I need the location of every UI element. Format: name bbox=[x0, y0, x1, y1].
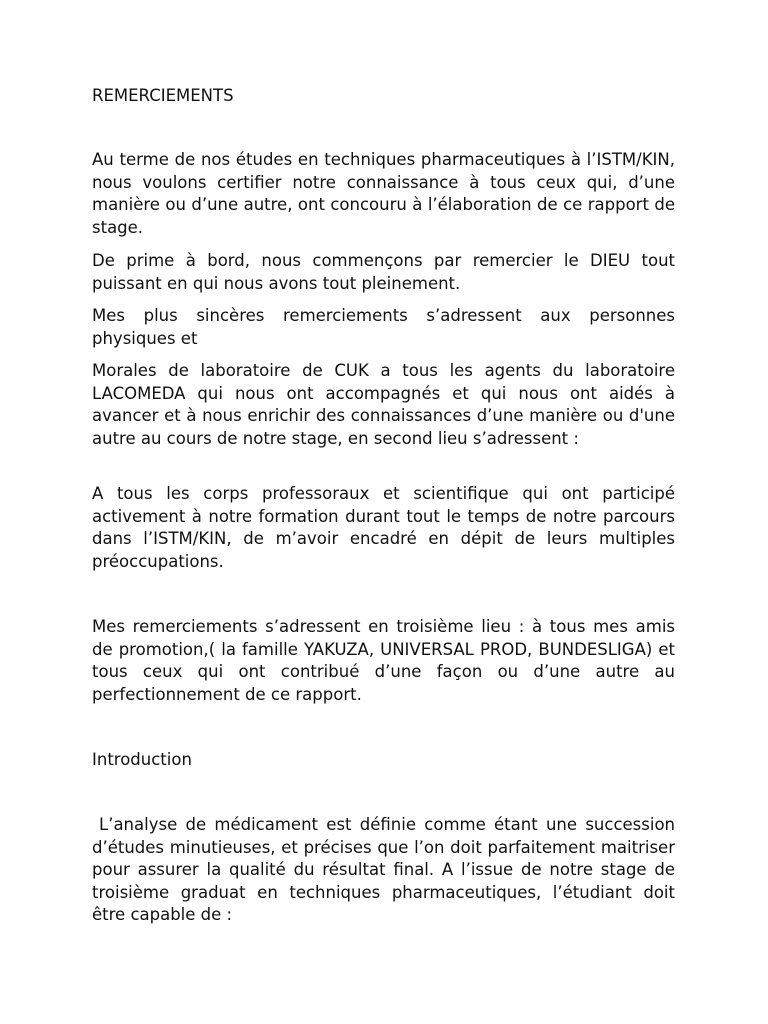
paragraph-introduction: L’analyse de médicament est définie comme étant une succession d’études minutieuses, et précises que l’on doit parfaitement maitriser pour assurer la qualité du résultat final. A l’issue de notre stage de troisième graduat en techniques pharmaceutiques, l’étudiant doit être capable de : bbox=[92, 815, 675, 925]
paragraph-thanks-god: De prime à bord, nous commençons par remercier le DIEU tout puissant en qui nous avons tout pleinement. bbox=[92, 251, 675, 293]
paragraph-thanks-professors: A tous les corps professoraux et scientifique qui ont participé activement à notre formation durant tout le temps de notre parcours dans l’ISTM/KIN, de m’avoir encadré en dépit de leurs multiples préoccupations. bbox=[92, 484, 675, 571]
paragraph-thanks-persons: Mes plus sincères remerciements s’adressent aux personnes physiques et bbox=[92, 306, 675, 348]
paragraph-thanks-friends: Mes remerciements s’adressent en troisième lieu : à tous mes amis de promotion,( la famille YAKUZA, UNIVERSAL PROD, BUNDESLIGA) et tous ceux qui ont contribué d’une façon ou d’une autre au perfectionnement de ce rapport. bbox=[92, 617, 675, 704]
heading-introduction: Introduction bbox=[92, 750, 192, 769]
paragraph-acknowledgement-intro: Au terme de nos études en techniques pharmaceutiques à l’ISTM/KIN, nous voulons certifier notre connaissance à tous ceux qui, d’une manière ou d’une autre, ont concouru à l’élaboration de ce rapport de stage. bbox=[92, 150, 675, 237]
paragraph-thanks-laboratory: Morales de laboratoire de CUK a tous les agents du laboratoire LACOMEDA qui nous ont accompagnés et qui nous ont aidés à avancer et à nous enrichir des connaissances d’une manière ou d'une autre au cours de notre stage, en second lieu s’adressent : bbox=[92, 361, 675, 448]
heading-remerciements: REMERCIEMENTS bbox=[92, 86, 234, 105]
